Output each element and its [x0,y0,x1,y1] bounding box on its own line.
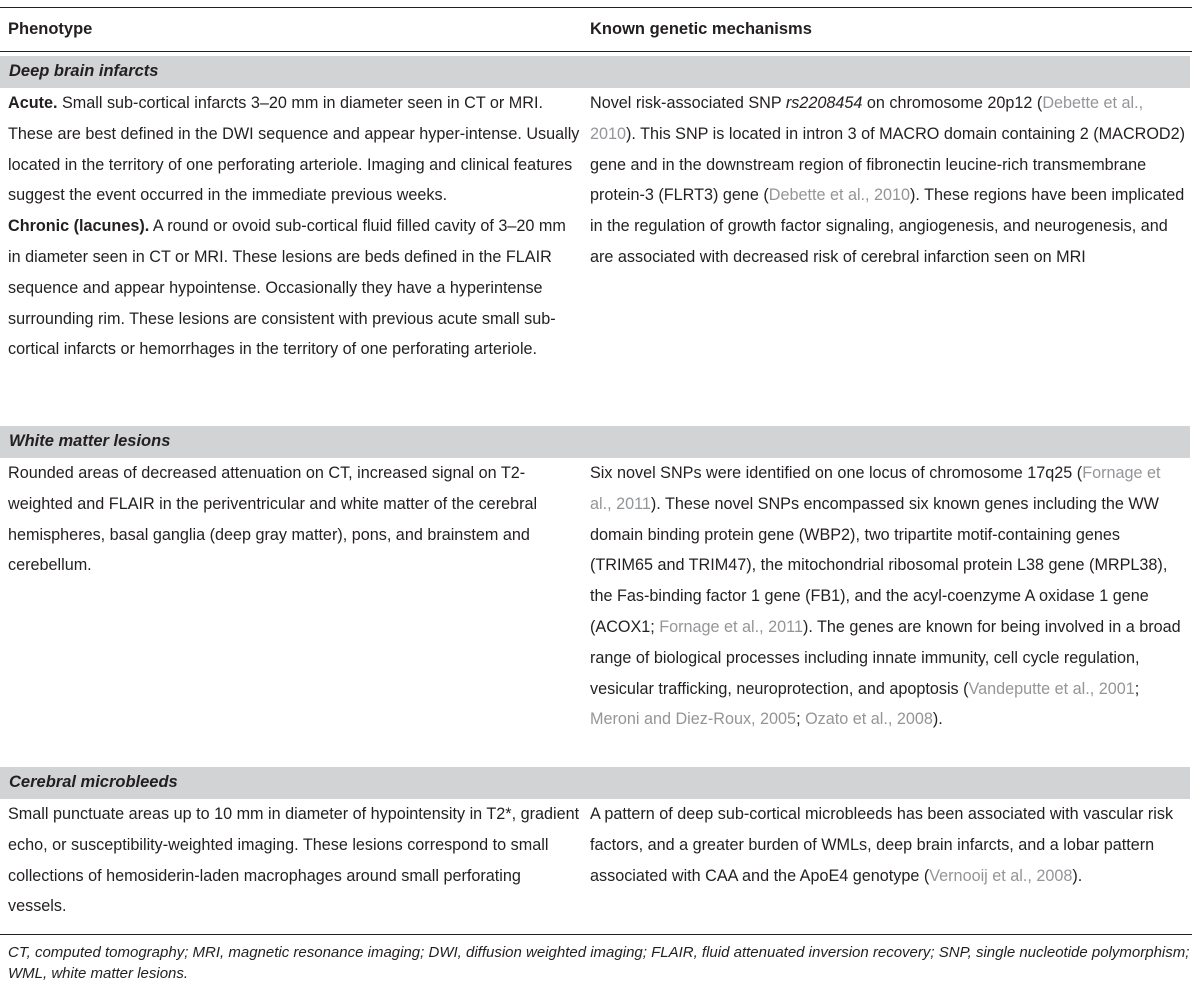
phenotype-cell-wml: Rounded areas of decreased attenuation on CT, increased signal on T2-weighted and FLAIR in the periventricular and white matter of the cerebral hemispheres, basal ganglia (deep gray matter), pons, and brainstem and cerebellum. [8,464,538,575]
citation-link[interactable]: Debette et al., 2010 [768,186,911,205]
citation-link[interactable]: Fornage et al., 2011 [659,617,803,636]
column-header-phenotype: Phenotype [8,20,93,38]
snp-id: rs2208454 [785,94,863,112]
header-rule [0,51,1192,52]
citation-link[interactable]: Vernooij et al., 2008 [929,866,1073,885]
table-footnote: CT, computed tomography; MRI, magnetic resonance imaging; DWI, diffusion weighted imaging; FLAIR, fluid attenuated inversion recovery; SNP, single nucleotide polymorphism; WML, white matter lesions. [8,944,1190,982]
chronic-label: Chronic (lacunes). [8,217,150,236]
table-bottom-rule [0,934,1192,935]
mechanism-cell-wml: Six novel SNPs were identified on one locus of chromosome 17q25 (Fornage et al., 2011). These novel SNPs encompassed six known genes including the WW domain binding protein gene (WBP2), two tripartite motif-containing genes (TRIM65 and TRIM47), the mitochondrial ribosomal protein L38 gene (MRPL38), the Fas-binding factor 1 gene (FB1), and the acyl-coenzyme A oxidase 1 gene (ACOX1; Fornage et al., 2011). The genes are known for being involved in a broad range of biological processes including innate immunity, cell cycle regulation, vesicular trafficking, neuroprotection, and apoptosis (Vandeputte et al., 2001; Meroni and Diez-Roux, 2005; Ozato et al., 2008). [590,464,1181,729]
column-header-mechanisms: Known genetic mechanisms [590,20,812,38]
section-title: Cerebral microbleeds [9,773,178,791]
phenotype-cell-deep [8,88,580,365]
section-band-deep-brain-infarcts [0,56,1190,88]
section-title: Deep brain infarcts [9,62,159,80]
section-band-cerebral-microbleeds [0,767,1190,799]
citation-link[interactable]: Vandeputte et al., 2001 [968,679,1135,698]
citation-link[interactable]: Fornage et al., 2011 [590,464,1161,513]
chronic-paragraph: Chronic (lacunes). A round or ovoid sub-cortical fluid filled cavity of 3–20 mm in diameter seen in CT or MRI. These lesions are beds defined in the FLAIR sequence and appear hypointense. Occasionally they have a hyperintense surrounding rim. These lesions are consistent with previous acute small sub-cortical infarcts or hemorrhages in the territory of one perforating arteriole. [8,217,566,359]
phenotype-cell-cmb: Small punctuate areas up to 10 mm in diameter of hypointensity in T2*, gradient echo, or susceptibility-weighted imaging. These lesions correspond to small collections of hemosiderin-laden macrophages around small perforating vessels. [8,805,580,916]
acute-paragraph: Acute. Small sub-cortical infarcts 3–20 mm in diameter seen in CT or MRI. These are best defined in the DWI sequence and appear hyper-intense. Usually located in the territory of one perforating arteriole. Imaging and clinical features suggest the event occurred in the immediate previous weeks. [8,94,580,205]
mechanism-cell-cmb: A pattern of deep sub-cortical microbleeds has been associated with vascular risk factors, and a greater burden of WMLs, deep brain infarcts, and a lobar pattern associated with CAA and the ApoE4 genotype (Vernooij et al., 2008). [590,805,1174,885]
citation-link[interactable]: Ozato et al., 2008 [805,710,933,729]
acute-label: Acute. [8,94,58,112]
citation-link[interactable]: Meroni and Diez-Roux, 2005 [590,710,797,729]
section-band-white-matter-lesions [0,426,1190,458]
mechanism-cell-deep: Novel risk-associated SNP rs2208454 on chromosome 20p12 (Debette et al., 2010). This SNP is located in intron 3 of MACRO domain containing 2 (MACROD2) gene and in the downstream region of fibronectin leucine-rich transmembrane protein-3 (FLRT3) gene (Debette et al., 2010). These regions have been implicated in the regulation of growth factor signaling, angiogenesis, and neurogenesis, and are associated with decreased risk of cerebral infarction seen on MRI [590,94,1186,266]
citation-link[interactable]: Debette et al., 2010 [590,94,1144,143]
table-top-rule [0,7,1192,8]
section-title: White matter lesions [9,432,171,450]
